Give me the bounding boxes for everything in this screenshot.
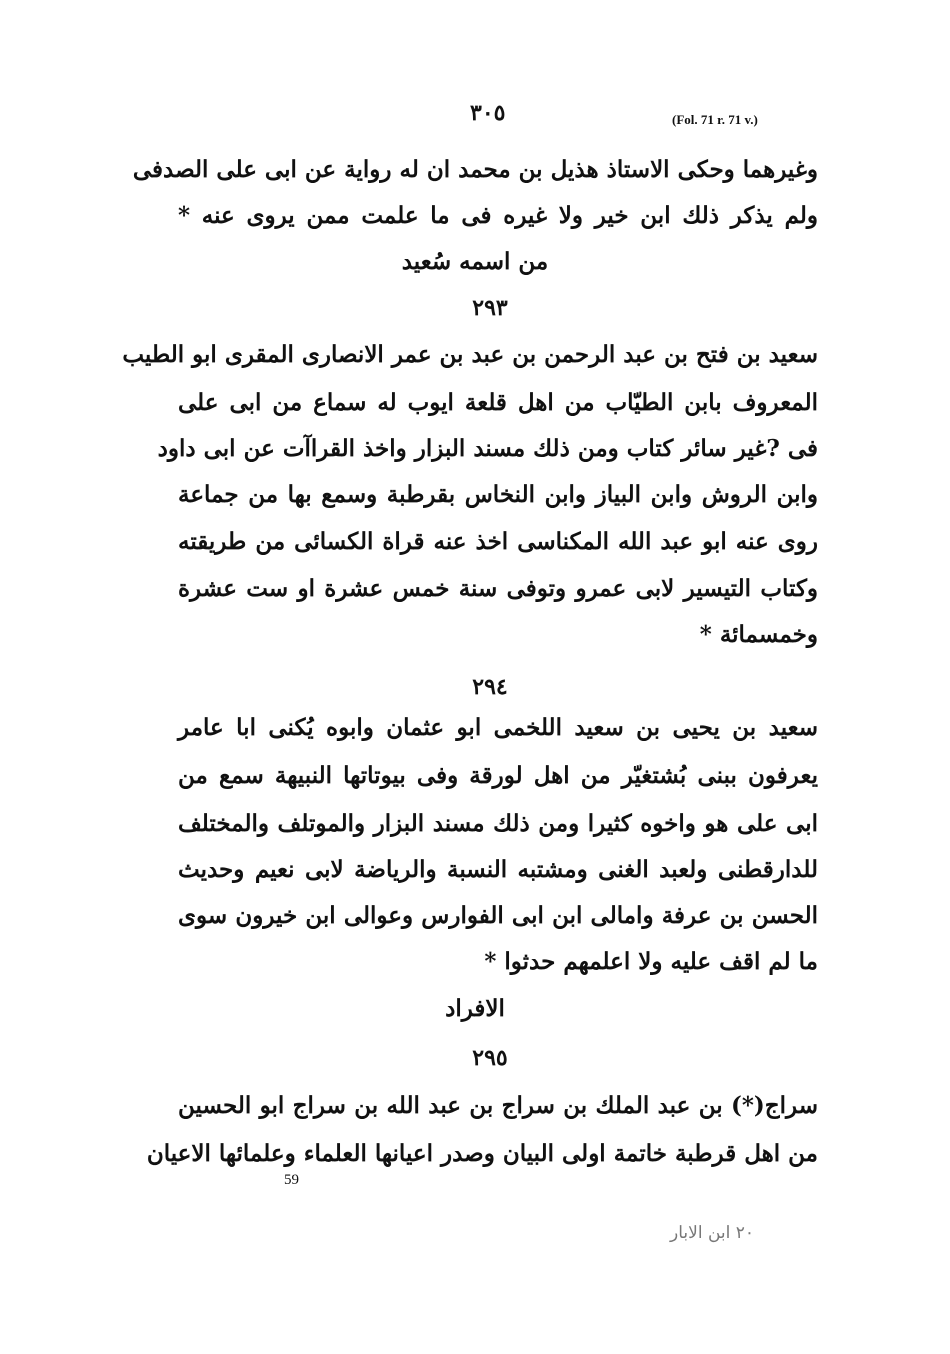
text-line: وكتاب التيسير لابى عمرو وتوفى سنة خمس عشرة او ست عشرة <box>178 575 818 602</box>
text-line: ولم يذكر ذلك ابن خير ولا غيره فى ما علمت ممن يروى عنه * <box>178 202 818 229</box>
text-line: سعيد بن يحيى بن سعيد اللخمى ابو عثمان وابوه يُكنى ابا عامر <box>178 714 818 741</box>
text-line: سعيد بن فتح بن عبد الرحمن بن عبد بن عمر الانصارى المقرى ابو الطيب <box>122 341 818 368</box>
text-line: يعرفون ببنى بُشتغيّر من اهل لورقة وفى بيوتاتها النبيهة سمع من <box>178 762 818 789</box>
text-line: وخمسمائة * <box>699 621 818 648</box>
footnote-text: ٢٠ ابن الابار <box>670 1223 755 1243</box>
text-line: سراج(*) بن عبد الملك بن سراج بن عبد الله بن سراج ابو الحسين <box>178 1092 818 1119</box>
text-line: فى ?غير سائر كتاب ومن ذلك مسند البزار واخذ القراآت عن ابى داود <box>157 435 818 462</box>
signature-number: 59 <box>284 1172 299 1188</box>
text-line: المعروف بابن الطيّاب من اهل قلعة ايوب له سماع من ابى على <box>178 389 818 416</box>
section-heading: من اسمه سُعيد <box>401 248 549 275</box>
text-line: ابى على هو واخوه كثيرا ومن ذلك مسند البزار والموتلف والمختلف <box>178 810 818 837</box>
text-line: الحسن بن عرفة وامالى ابن ابى الفوارس وعوالى ابن خيرون سوى <box>178 902 818 929</box>
entry-number: ٢٩٣ <box>472 295 508 321</box>
text-line: وابن الروش وابن البياز وابن النخاس بقرطبة وسمع بها من جماعة <box>178 481 818 508</box>
text-line: ما لم اقف عليه ولا اعلمهم حدثوا * <box>484 948 818 975</box>
text-line: للدارقطنى ولعبد الغنى ومشتبه النسبة والرياضة لابى نعيم وحديث <box>178 856 818 883</box>
entry-number: ٢٩٤ <box>472 674 508 700</box>
text-line: وغيرهما وحكى الاستاذ هذيل بن محمد ان له رواية عن ابى على الصدفى <box>132 156 818 183</box>
text-line: روى عنه ابو عبد الله المكناسى اخذ عنه قراة الكسائى من طريقته <box>178 528 818 555</box>
text-line: من اهل قرطبة خاتمة اولى البيان وصدر اعيانها العلماء وعلمائها الاعيان <box>146 1140 818 1167</box>
entry-number: ٢٩٥ <box>472 1045 508 1071</box>
section-heading: الافراد <box>445 995 505 1022</box>
folio-reference: (Fol. 71 r. 71 v.) <box>672 112 758 127</box>
page-number: ٣٠٥ <box>470 100 506 126</box>
